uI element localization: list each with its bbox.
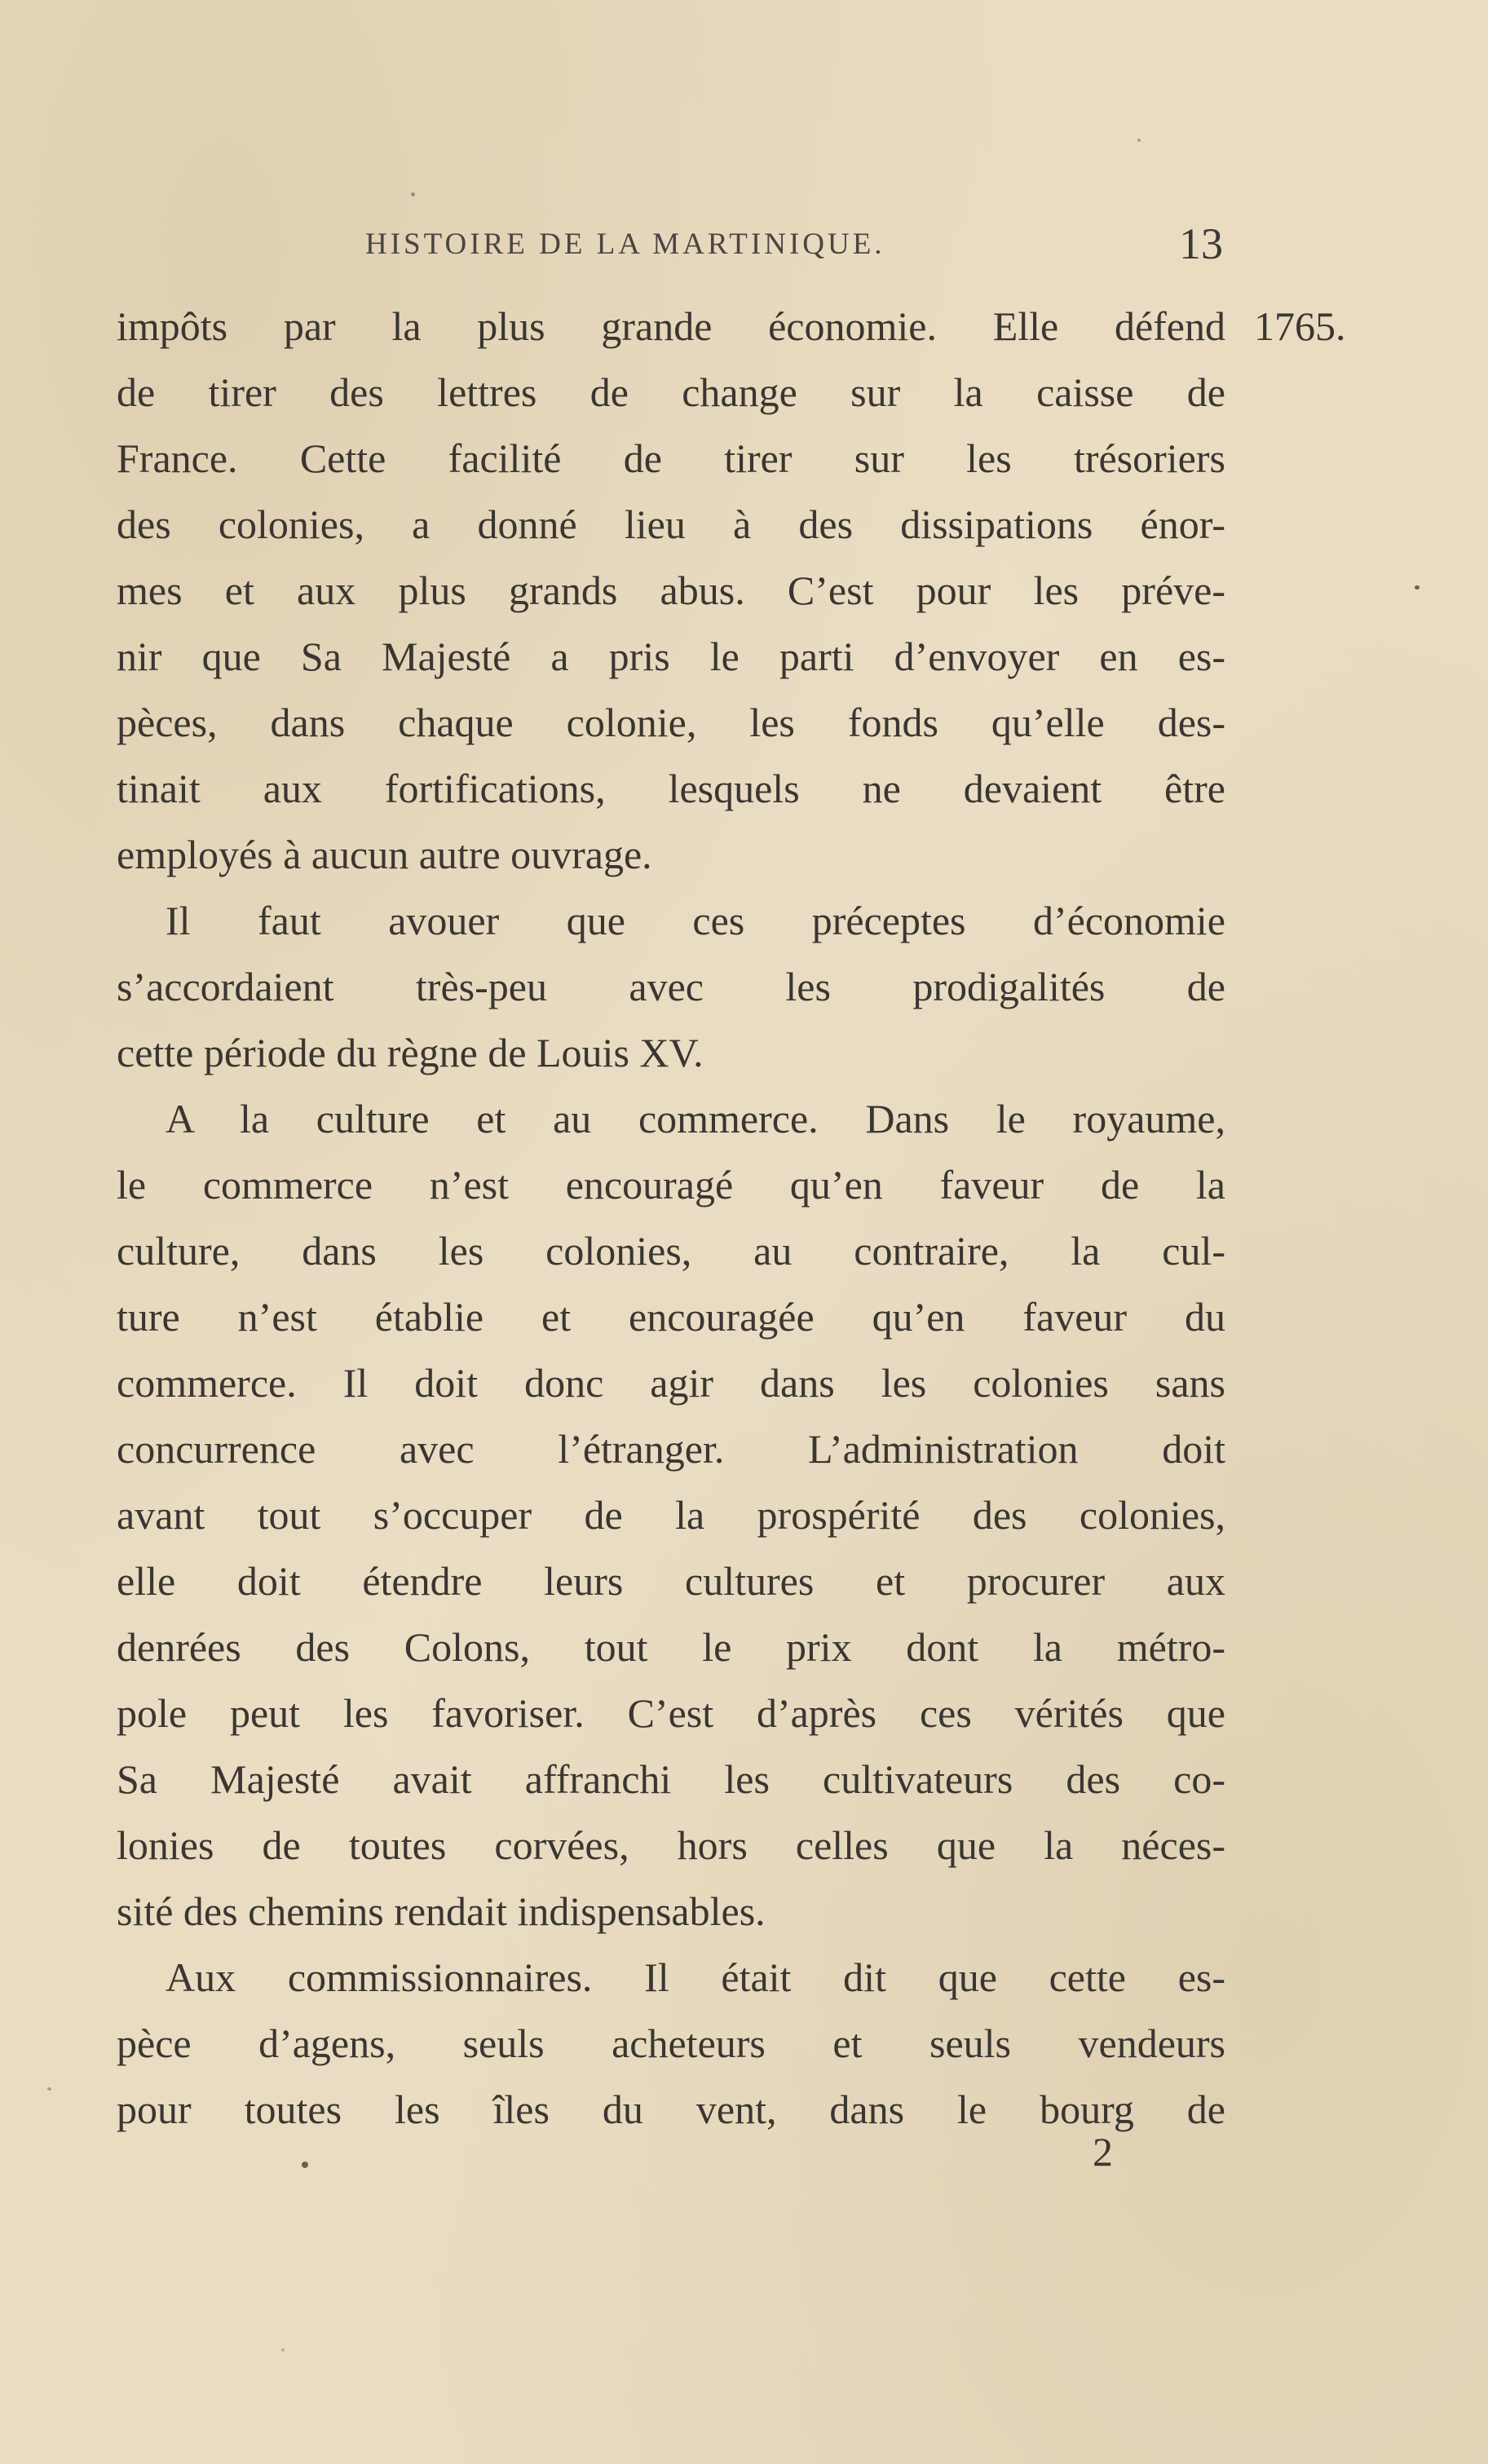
text-line: Aux commissionnaires. Il était dit que cette es- [166, 1954, 1225, 2000]
paper-speck [1137, 139, 1141, 142]
text-line: s’accordaient très-peu avec les prodigalités de [117, 964, 1225, 1009]
text-line: avant tout s’occuper de la prospérité des colonies, [117, 1492, 1225, 1538]
body-text [117, 294, 1225, 2143]
text-line: elle doit étendre leurs cultures et procurer aux [117, 1558, 1225, 1604]
paper-speck [1415, 585, 1420, 590]
margin-year-note: 1765. [1254, 303, 1346, 349]
text-line: pour toutes les îles du vent, dans le bourg de [117, 2086, 1225, 2132]
text-line: nir que Sa Majesté a pris le parti d’envoyer en es- [117, 634, 1225, 679]
text-line: culture, dans les colonies, au contraire, la cul- [117, 1228, 1225, 1274]
text-line: lonies de toutes corvées, hors celles que la néces- [117, 1822, 1225, 1868]
signature-mark: 2 [1093, 2129, 1113, 2175]
text-line: tinait aux fortifications, lesquels ne devaient être [117, 766, 1225, 811]
text-line: employés à aucun autre ouvrage. [117, 832, 652, 877]
text-line: mes et aux plus grands abus. C’est pour les préve- [117, 567, 1225, 613]
running-head [365, 219, 1223, 267]
text-line: Sa Majesté avait affranchi les cultivateurs des co- [117, 1756, 1225, 1802]
text-line: denrées des Colons, tout le prix dont la métro- [117, 1624, 1225, 1670]
paper-speck [302, 2162, 308, 2168]
paper-speck [281, 2348, 285, 2351]
text-line: le commerce n’est encouragé qu’en faveur de la [117, 1162, 1225, 1208]
page-number: 13 [1179, 219, 1223, 268]
paper-speck [47, 2087, 51, 2091]
text-line: pole peut les favoriser. C’est d’après ces vérités que [117, 1690, 1225, 1736]
text-line: ture n’est établie et encouragée qu’en faveur du [117, 1294, 1225, 1340]
paper-speck [411, 192, 415, 197]
text-line: France. Cette facilité de tirer sur les trésoriers [117, 435, 1225, 481]
text-line: des colonies, a donné lieu à des dissipations énor- [117, 501, 1225, 547]
text-line: cette période du règne de Louis XV. [117, 1030, 704, 1075]
text-line: A la culture et au commerce. Dans le royaume, [166, 1096, 1225, 1141]
text-line: concurrence avec l’étranger. L’administration doit [117, 1426, 1225, 1472]
text-line: pèces, dans chaque colonie, les fonds qu’elle des- [117, 700, 1225, 745]
text-line: de tirer des lettres de change sur la caisse de [117, 369, 1225, 415]
running-title: HISTOIRE DE LA MARTINIQUE. [365, 227, 885, 261]
text-line: Il faut avouer que ces préceptes d’économie [166, 898, 1225, 943]
text-line: pèce d’agens, seuls acheteurs et seuls vendeurs [117, 2020, 1225, 2066]
text-line: commerce. Il doit donc agir dans les colonies sans [117, 1360, 1225, 1406]
text-line: sité des chemins rendait indispensables. [117, 1888, 766, 1934]
text-line: impôts par la plus grande économie. Elle défend [117, 303, 1225, 349]
